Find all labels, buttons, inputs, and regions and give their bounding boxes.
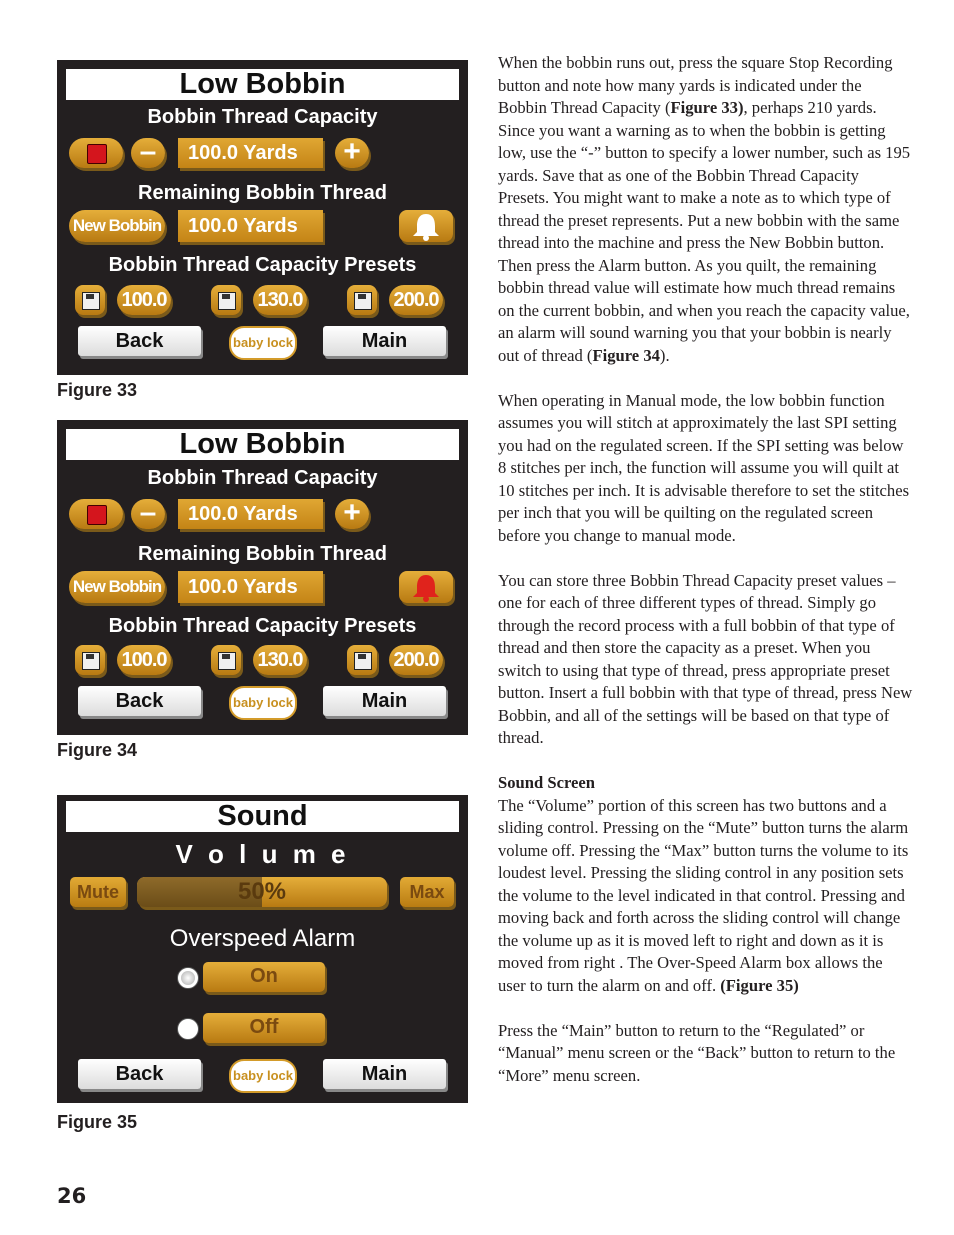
capacity-label: Bobbin Thread Capacity	[147, 106, 378, 128]
sound-screen	[57, 795, 468, 1103]
save-preset-2-button[interactable]	[211, 285, 241, 315]
alarm-button[interactable]	[399, 210, 453, 242]
preset-3-button[interactable]: 200.0	[389, 285, 443, 315]
capacity-minus-button[interactable]: –	[131, 499, 165, 529]
screen-title: Sound	[66, 801, 459, 832]
capacity-value: 100.0 Yards	[178, 138, 323, 168]
volume-value: 50%	[237, 878, 287, 905]
bell-icon	[399, 210, 453, 242]
max-button[interactable]: Max	[400, 877, 454, 907]
figure-35-caption: Figure 35	[57, 1112, 138, 1132]
paragraph-navigation: Press the “Main” button to return to the “Regulated” or “Manual” menu screen or the “Back” button to return to the “More” menu screen.	[498, 1020, 896, 1085]
overspeed-alarm-label: Overspeed Alarm	[169, 925, 356, 952]
preset-2-button[interactable]: 130.0	[253, 645, 307, 675]
mute-button[interactable]: Mute	[70, 877, 126, 907]
text-span: The “Volume” portion of this screen has two buttons and a sliding control. Pressing on the “Mute” button turns the alarm volume off. Pressing the “Max” button turns the volume to its loudest level. Pressing the sliding control in any position sets the volume to the level indicated in that control. Pressing and moving back and forth across the sliding control will change the volume up as it is moved left to right and down as it is moved from right . The Over-Speed Alarm box allows the user to turn the alarm on and off.	[498, 795, 909, 995]
low-bobbin-screen-fig33	[57, 60, 468, 375]
back-button[interactable]: Back	[78, 326, 201, 356]
capacity-plus-button[interactable]: +	[335, 138, 369, 168]
text-span: ).	[659, 345, 670, 365]
remaining-value: 100.0 Yards	[178, 210, 323, 242]
save-preset-1-button[interactable]	[75, 645, 105, 675]
text-span: When the bobbin runs out, press the square Stop Recording button and note how many yards is indicated under the Bobbin Thread Capacity (	[498, 53, 893, 117]
capacity-minus-button[interactable]: –	[131, 138, 165, 168]
paragraph-bobbin-recording	[498, 52, 913, 367]
save-preset-3-button[interactable]	[347, 285, 377, 315]
baby-lock-logo: baby lock	[229, 686, 297, 720]
sound-screen-heading	[498, 772, 913, 795]
back-button[interactable]: Back	[78, 686, 201, 716]
figure-ref: Figure 34	[592, 345, 660, 365]
on-radio[interactable]	[177, 967, 199, 989]
remaining-value: 100.0 Yards	[178, 571, 323, 603]
off-radio[interactable]	[177, 1018, 199, 1040]
new-bobbin-button[interactable]: New Bobbin	[69, 571, 165, 603]
baby-lock-logo: baby lock	[229, 326, 297, 360]
low-bobbin-screen-fig34	[57, 420, 468, 735]
screen-title: Low Bobbin	[66, 69, 459, 100]
text-span: , perhaps 210 yards. Since you want a warning as to when the bobbin is getting low, use the “-” button to specify a lower number, such as 195 yards. Save that as one of the Bobbin Thread Capacity Presets. You might want to make a note as to which type of thread the preset represents. Put a new bobbin with the same thread into the machine and press the New Bobbin button. Then press the Alarm button. As you quilt, the remaining bobbin thread value will estimate how much thread remains on the current bobbin, and when you reach the capacity value, an alarm will sound warning you that your bobbin is nearly out of thread (	[498, 98, 911, 365]
floppy-disk-icon	[82, 292, 100, 310]
preset-1-button[interactable]: 100.0	[117, 285, 171, 315]
save-preset-2-button[interactable]	[211, 645, 241, 675]
main-button[interactable]: Main	[323, 686, 446, 716]
preset-3-button[interactable]: 200.0	[389, 645, 443, 675]
figure-ref: (Figure 35)	[720, 975, 799, 995]
volume-slider[interactable]	[137, 877, 387, 907]
stop-square-icon	[87, 505, 107, 525]
stop-recording-button[interactable]	[69, 138, 123, 168]
capacity-label: Bobbin Thread Capacity	[147, 467, 378, 489]
preset-2-button[interactable]: 130.0	[253, 285, 307, 315]
floppy-disk-icon	[82, 652, 100, 670]
heading-text: Sound Screen	[498, 773, 595, 792]
floppy-disk-icon	[218, 292, 236, 310]
figure-ref: Figure 33)	[670, 98, 744, 117]
new-bobbin-button[interactable]: New Bobbin	[69, 210, 165, 242]
off-button[interactable]: Off	[203, 1013, 325, 1043]
volume-label: V o l u m e	[175, 839, 350, 869]
floppy-disk-icon	[354, 652, 372, 670]
on-button[interactable]: On	[203, 962, 325, 992]
screen-title: Low Bobbin	[66, 429, 459, 460]
presets-label: Bobbin Thread Capacity Presets	[108, 254, 417, 276]
figure-33-caption: Figure 33	[57, 380, 138, 400]
paragraph-manual-mode: When operating in Manual mode, the low bobbin function assumes you will stitch at approximately the last SPI setting you had on the regulated screen. If the SPI setting was below 8 stitches per inch, the function will assume you will quilt at 10 stitches per inch. It is advisable therefore to set the stitches per inch that you will be quilting on the regulated screen before you change to manual mode.	[498, 390, 910, 545]
preset-1-button[interactable]: 100.0	[117, 645, 171, 675]
baby-lock-logo: baby lock	[229, 1059, 297, 1093]
bell-active-icon	[399, 571, 453, 603]
paragraph-sound	[498, 795, 913, 998]
save-preset-1-button[interactable]	[75, 285, 105, 315]
capacity-plus-button[interactable]: +	[335, 499, 369, 529]
save-preset-3-button[interactable]	[347, 645, 377, 675]
remaining-label: Remaining Bobbin Thread	[138, 543, 387, 565]
body-text	[498, 52, 913, 1110]
back-button[interactable]: Back	[78, 1059, 201, 1089]
remaining-label: Remaining Bobbin Thread	[138, 182, 387, 204]
paragraph-presets: You can store three Bobbin Thread Capacity preset values – one for each of three different types of thread. Simply go through the record process with a full bobbin of that type of thread and then store the capacity as a preset. When you switch to using that type of thread, press appropriate preset button. Insert a full bobbin with that type of thread, press New Bobbin, and all of the settings will be based on that type of thread.	[498, 570, 913, 747]
floppy-disk-icon	[218, 652, 236, 670]
stop-recording-button[interactable]	[69, 499, 123, 529]
floppy-disk-icon	[354, 292, 372, 310]
main-button[interactable]: Main	[323, 1059, 446, 1089]
presets-label: Bobbin Thread Capacity Presets	[108, 615, 417, 637]
figure-34-caption: Figure 34	[57, 740, 138, 760]
main-button[interactable]: Main	[323, 326, 446, 356]
capacity-value: 100.0 Yards	[178, 499, 323, 529]
page-number: 26	[57, 1184, 87, 1208]
alarm-button[interactable]	[399, 571, 453, 603]
stop-square-icon	[87, 144, 107, 164]
